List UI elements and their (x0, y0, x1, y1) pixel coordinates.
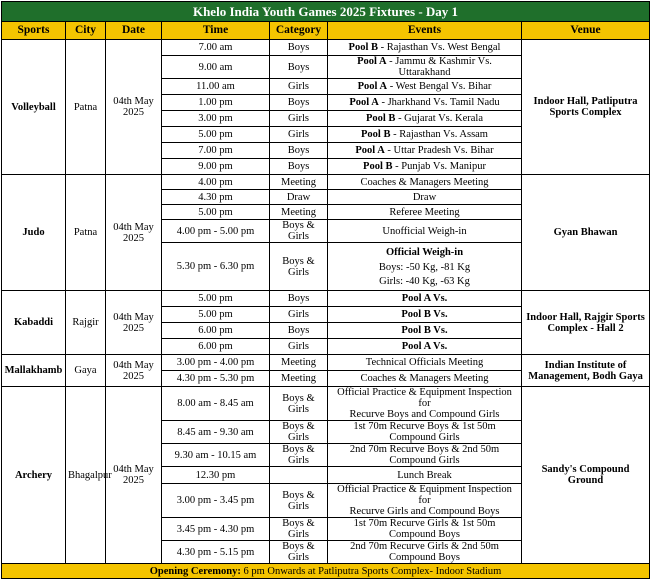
pool-label: Pool B (348, 42, 379, 53)
event-text: - Punjab Vs. Manipur (392, 161, 486, 172)
event-line: Official Practice & Equipment Inspection for (337, 484, 512, 506)
event-cell (328, 387, 522, 421)
category-cell: Boys (270, 56, 328, 79)
footer-label: Opening Ceremony: (149, 565, 241, 577)
event-cell: Pool A Vs. (328, 291, 522, 307)
category-cell: Boys & Girls (270, 518, 328, 541)
time-cell: 5.00 pm (162, 205, 270, 220)
sport-archery: Archery (2, 387, 66, 564)
date-cell (106, 175, 162, 291)
time-cell: 5.00 pm (162, 307, 270, 323)
category-cell: Boys & Girls (270, 541, 328, 564)
event-text: - West Bengal Vs. Bihar (387, 81, 492, 92)
category-cell: Girls (270, 79, 328, 95)
event-cell: 1st 70m Recurve Boys & 1st 50m Compound Girls (328, 421, 522, 444)
date-line: 04th May (113, 311, 154, 323)
venue-line: Indian Institute of (544, 359, 627, 371)
category-cell: Meeting (270, 355, 328, 371)
category-cell: Boys & Girls (270, 421, 328, 444)
event-cell (328, 159, 522, 175)
sport-mallakhamb: Mallakhamb (2, 355, 66, 387)
venue-line: Indoor Hall, Rajgir Sports (526, 311, 645, 323)
venue-cell: Sandy's Compound Ground (522, 387, 650, 564)
event-cell (328, 484, 522, 518)
event-line: Boys: -50 Kg, -81 Kg (378, 261, 471, 273)
event-cell: Technical Officials Meeting (328, 355, 522, 371)
event-cell (328, 40, 522, 56)
category-cell: Boys & Girls (270, 243, 328, 291)
time-cell: 8.00 am - 8.45 am (162, 387, 270, 421)
category-cell: Boys & Girls (270, 444, 328, 467)
event-text: - Rajasthan Vs. West Bengal (378, 42, 501, 53)
header-row (2, 22, 650, 40)
venue-cell (522, 291, 650, 355)
time-cell: 3.45 pm - 4.30 pm (162, 518, 270, 541)
time-cell: 7.00 pm (162, 143, 270, 159)
event-cell (328, 56, 522, 79)
event-cell: Lunch Break (328, 467, 522, 484)
category-cell: Girls (270, 339, 328, 355)
table-row (2, 355, 650, 371)
time-cell: 3.00 pm - 3.45 pm (162, 484, 270, 518)
time-cell: 5.30 pm - 6.30 pm (162, 243, 270, 291)
date-line: 04th May (113, 464, 154, 475)
sport-judo: Judo (2, 175, 66, 291)
category-cell: Boys & Girls (270, 484, 328, 518)
category-cell: Meeting (270, 175, 328, 190)
date-line: 2025 (123, 232, 144, 244)
time-cell: 5.00 pm (162, 291, 270, 307)
city-cell: Patna (66, 40, 106, 175)
time-cell: 12.30 pm (162, 467, 270, 484)
time-cell: 3.00 pm (162, 111, 270, 127)
time-cell: 4.00 pm (162, 175, 270, 190)
event-text: - Jammu & Kashmir Vs. Uttarakhand (386, 56, 492, 78)
pool-label: Pool B (365, 113, 396, 124)
header-time: Time (162, 22, 270, 40)
time-cell: 6.00 pm (162, 339, 270, 355)
time-cell: 11.00 am (162, 79, 270, 95)
time-cell: 8.45 am - 9.30 am (162, 421, 270, 444)
event-cell: 2nd 70m Recurve Boys & 2nd 50m Compound Girls (328, 444, 522, 467)
event-cell (328, 79, 522, 95)
time-cell: 4.30 pm (162, 190, 270, 205)
footer-text: 6 pm Onwards at Patliputra Sports Complex- Indoor Stadium (240, 565, 502, 577)
time-cell: 5.00 pm (162, 127, 270, 143)
event-text: - Uttar Pradesh Vs. Bihar (384, 145, 494, 156)
time-cell: 7.00 am (162, 40, 270, 56)
table-row (2, 291, 650, 307)
title-row (2, 2, 650, 22)
time-cell: 4.00 pm - 5.00 pm (162, 220, 270, 243)
event-cell: Coaches & Managers Meeting (328, 175, 522, 190)
table-row (2, 387, 650, 421)
venue-line: Indoor Hall, Patliputra (533, 96, 638, 107)
category-cell: Boys (270, 291, 328, 307)
category-cell: Boys (270, 40, 328, 56)
date-line: 2025 (123, 107, 144, 118)
time-cell: 6.00 pm (162, 323, 270, 339)
header-sports: Sports (2, 22, 66, 40)
sport-kabaddi: Kabaddi (2, 291, 66, 355)
date-cell (106, 355, 162, 387)
date-cell (106, 387, 162, 564)
event-cell: Pool B Vs. (328, 323, 522, 339)
date-cell (106, 291, 162, 355)
category-cell: Boys (270, 143, 328, 159)
time-cell: 9.30 am - 10.15 am (162, 444, 270, 467)
pool-label: Pool A (357, 81, 388, 92)
category-cell: Draw (270, 190, 328, 205)
category-cell: Girls (270, 111, 328, 127)
event-cell: Draw (328, 190, 522, 205)
pool-label: Pool A (357, 56, 387, 67)
event-cell: Referee Meeting (328, 205, 522, 220)
event-text: - Gujarat Vs. Kerala (395, 113, 484, 124)
event-cell (328, 243, 522, 291)
event-line: Girls: -40 Kg, -63 Kg (379, 275, 470, 287)
event-cell: Pool B Vs. (328, 307, 522, 323)
event-cell: Unofficial Weigh-in (328, 220, 522, 243)
event-cell (328, 143, 522, 159)
venue-line: Complex - Hall 2 (547, 322, 624, 334)
time-cell: 9.00 pm (162, 159, 270, 175)
sport-volleyball: Volleyball (2, 40, 66, 175)
date-line: 04th May (113, 221, 154, 233)
category-cell: Boys (270, 323, 328, 339)
category-cell: Girls (270, 307, 328, 323)
venue-cell (522, 40, 650, 175)
city-cell: Rajgir (66, 291, 106, 355)
date-line: 2025 (123, 322, 144, 334)
header-venue: Venue (522, 22, 650, 40)
event-cell: Pool A Vs. (328, 339, 522, 355)
time-cell: 4.30 pm - 5.30 pm (162, 371, 270, 387)
category-cell: Meeting (270, 371, 328, 387)
pool-label: Pool A (349, 97, 379, 108)
venue-line: Sports Complex (549, 107, 622, 118)
event-cell (328, 111, 522, 127)
date-cell (106, 40, 162, 175)
event-cell: 1st 70m Recurve Girls & 1st 50m Compound Boys (328, 518, 522, 541)
date-line: 2025 (123, 475, 144, 486)
event-line: Official Practice & Equipment Inspection for (337, 387, 512, 409)
category-cell: Meeting (270, 205, 328, 220)
event-cell (328, 95, 522, 111)
pool-label: Pool B (363, 161, 393, 172)
event-text: - Jharkhand Vs. Tamil Nadu (378, 97, 500, 108)
category-cell (270, 467, 328, 484)
pool-label: Pool B (361, 129, 391, 140)
city-cell: Gaya (66, 355, 106, 387)
table-row (2, 175, 650, 190)
category-cell: Boys (270, 159, 328, 175)
time-cell: 3.00 pm - 4.00 pm (162, 355, 270, 371)
event-cell: Coaches & Managers Meeting (328, 371, 522, 387)
date-line: 2025 (123, 370, 144, 382)
city-cell: Patna (66, 175, 106, 291)
opening-ceremony-note (2, 564, 650, 579)
venue-cell (522, 355, 650, 387)
event-cell (328, 127, 522, 143)
header-city: City (66, 22, 106, 40)
time-cell: 4.30 pm - 5.15 pm (162, 541, 270, 564)
fixtures-table (1, 1, 650, 579)
pool-label: Pool A (355, 145, 385, 156)
header-events: Events (328, 22, 522, 40)
category-cell: Boys & Girls (270, 220, 328, 243)
venue-line: Management, Bodh Gaya (528, 370, 643, 382)
category-cell: Boys (270, 95, 328, 111)
event-line: Recurve Girls and Compound Boys (349, 506, 500, 517)
page-title: Khelo India Youth Games 2025 Fixtures - Day 1 (2, 2, 650, 22)
table-row (2, 40, 650, 56)
header-date: Date (106, 22, 162, 40)
category-cell: Girls (270, 127, 328, 143)
category-cell: Boys & Girls (270, 387, 328, 421)
date-line: 04th May (113, 359, 154, 371)
footer-row (2, 564, 650, 579)
event-line: Recurve Boys and Compound Girls (349, 409, 500, 420)
event-title: Official Weigh-in (385, 246, 464, 258)
header-category: Category (270, 22, 328, 40)
time-cell: 1.00 pm (162, 95, 270, 111)
city-cell: Bhagalpur (66, 387, 106, 564)
event-text: - Rajasthan Vs. Assam (390, 129, 488, 140)
event-cell: 2nd 70m Recurve Girls & 2nd 50m Compound Boys (328, 541, 522, 564)
date-line: 04th May (113, 96, 154, 107)
venue-cell: Gyan Bhawan (522, 175, 650, 291)
time-cell: 9.00 am (162, 56, 270, 79)
